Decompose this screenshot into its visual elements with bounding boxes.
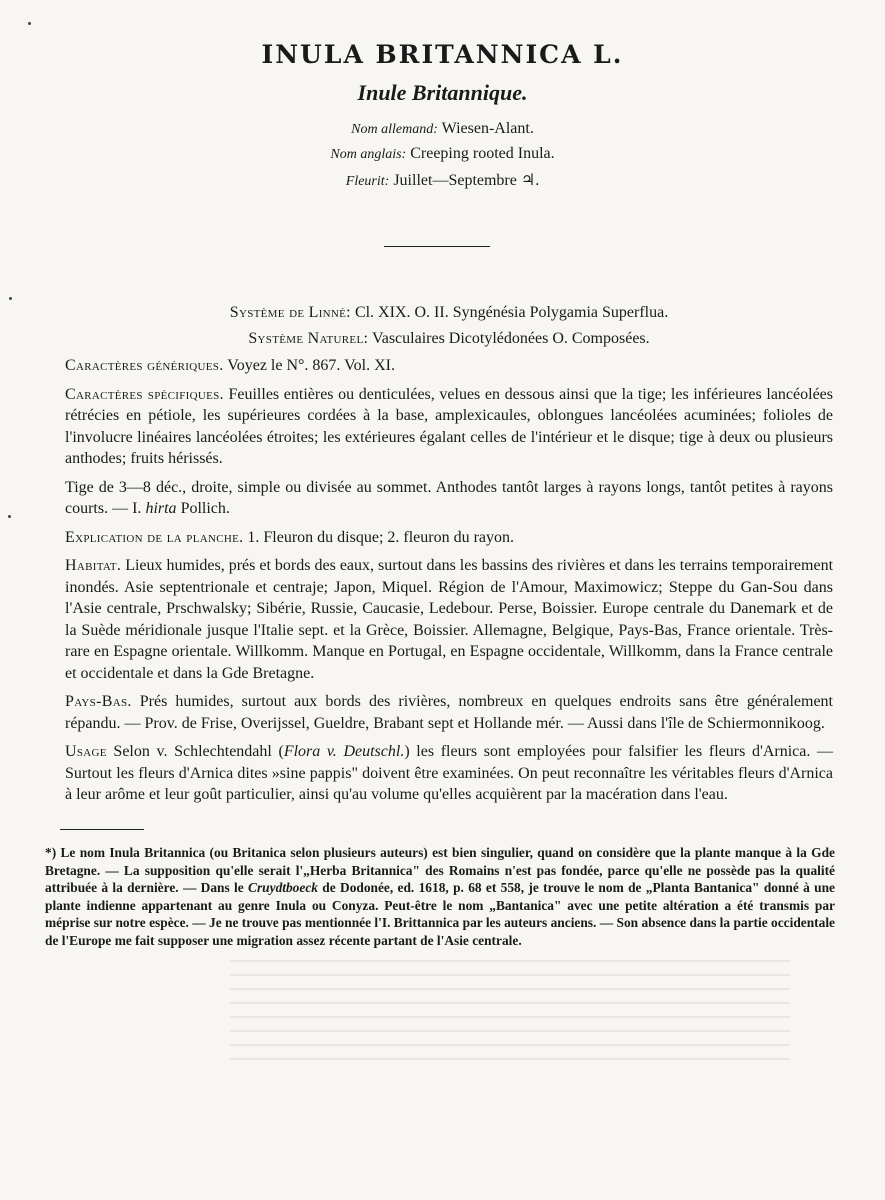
specific-characters-paragraph (65, 384, 833, 470)
stem-text: Tige de 3—8 déc., droite, simple ou divisée au sommet. Anthodes tantôt larges à rayons longs, tantôt petites à rayons courts. — I. (65, 478, 833, 517)
bleed-through-shading (230, 960, 790, 1070)
system-linne-line (65, 302, 833, 324)
footnote-text-after: de Dodonée, ed. 1618, p. 68 et 558, je trouve le nom de „Planta Bantanica" donné à une plante indienne appartenant au genre Inula ou Conyza. Peut-être le nom „Bantanica" avec une petite altération a été transmis par méprise sur notre espèce. — Je ne trouve pas mentionnée l'I. Brittannica par les auteurs anciens. — Son absence dans la partie occidentale de l'Europe me fait supposer une migration assez récente partant de l'Asie centrale. (45, 880, 835, 948)
german-name-value: Wiesen-Alant. (441, 120, 534, 137)
habitat-text: Lieux humides, prés et bords des eaux, surtout dans les bassins des rivières et dans les terrains temporairement inondés. Asie septentrionale et centraje; Japon, Miquel. Région de l'Amour, Maximowicz; Steppe du Gan-Sou dans l'Asie centrale, Prschwalsky; Sibérie, Russie, Caucasie, Ledebour. Perse, Boissier. Europe centrale du Danemark et de la Suède méridionale jusque l'Italie sept. et la Grèce, Boissier. Allemagne, Belgique, Pays-Bas, France orientale. Très-rare en Espagne orientale. Willkomm. Manque en Portugal, en Espagne occidentale, Willkomm, dans la France centrale et occidentale et dans la Gde Bretagne. (65, 557, 834, 682)
page-title: INULA BRITANNICA L. (261, 40, 624, 69)
netherlands-text: Prés humides, surtout aux bords des rivières, nombreux en quelques endroits sans être généralement répandu. — Prov. de Frise, Overijssel, Gueldre, Brabant sept et Hollande mér. — Aussi dans l'île de Schiermonnikoog. (65, 693, 834, 732)
german-name-label: Nom allemand: (351, 122, 438, 137)
footnote-text-before: *) Le nom Inula Britannica (ou Britanica selon plusieurs auteurs) est bien singulier, quand on considère que la plante manque à la Gde Bretagne. — La supposition qu'elle serait l'„Herba Britannica" des Romains n'est pas fondée, parce qu'elle ne possède pas la qualité attribuée à la dernière. — Dans le (45, 845, 835, 895)
paper-speck (8, 515, 11, 518)
system-naturel-value: Vasculaires Dicotylédonées O. Composées. (371, 330, 650, 347)
footnote-divider (60, 829, 144, 830)
flowering-line (0, 170, 885, 190)
usage-paragraph (65, 741, 833, 806)
flowering-label: Fleurit: (345, 174, 390, 189)
generic-characters-paragraph (65, 355, 833, 377)
flowering-value: Juillet—Septembre ♃. (393, 172, 540, 189)
usage-italic-reference: Flora v. Deutschl. (283, 743, 405, 760)
stem-italic-name: hirta (145, 500, 177, 517)
english-name-line (0, 145, 885, 163)
paper-speck (28, 22, 31, 25)
usage-text-before: Selon v. Schlechtendahl ( (113, 743, 284, 760)
generic-characters-text: Voyez le N°. 867. Vol. XI. (227, 357, 395, 374)
plate-explanation-text: 1. Fleuron du disque; 2. fleuron du rayon. (247, 528, 515, 546)
page-subtitle: Inule Britannique. (357, 80, 528, 105)
stem-paragraph (65, 477, 833, 520)
generic-characters-label: Caractères génériques. (65, 357, 224, 374)
description-body (65, 355, 833, 813)
plate-explanation-label: Explication de la planche. (65, 528, 244, 546)
system-naturel-line (65, 328, 833, 350)
english-name-label: Nom anglais: (330, 147, 407, 162)
habitat-label: Habitat. (65, 557, 122, 574)
footnote-italic-title: Cruydtboeck (248, 880, 318, 895)
specific-characters-label: Caractères spécifiques. (65, 385, 224, 403)
plate-explanation-paragraph (65, 527, 833, 549)
habitat-paragraph (65, 555, 833, 684)
german-name-line (0, 120, 885, 138)
system-linne-value: Cl. XIX. O. II. Syngénésia Polygamia Superflua. (354, 304, 669, 321)
usage-label: Usage (65, 743, 107, 760)
netherlands-label: Pays-Bas. (65, 693, 132, 710)
usage-text-after: ) les fleurs sont employées pour falsifier les fleurs d'Arnica. — Surtout les fleurs d'Arnica dites »sine pappis" doivent être examinées. On peut reconnaître les véritables fleurs d'Arnica à leur arôme et leur goût particulier, ainsi qu'au volume qu'elles acquièrent par la macération dans l'eau. (65, 743, 834, 803)
system-naturel-label: Système Naturel: (248, 330, 369, 347)
english-name-value: Creeping rooted Inula. (410, 145, 555, 162)
stem-author: Pollich. (180, 500, 230, 517)
header-divider (384, 246, 490, 247)
specific-characters-text: Feuilles entières ou denticulées, velues en dessous ainsi que la tige; les inférieures lancéolées rétrécies en pétiole, les supérieures cordées à la base, amplexicaules, oblongues lancéolées acuminées; folioles de l'involucre linéaires lancéolées étroites; les extérieures égalant celles de l'intérieur et le disque; tige à deux ou plusieurs anthodes; fruits hérissés. (65, 385, 833, 467)
netherlands-paragraph (65, 691, 833, 734)
system-linne-label: Système de Linné: (229, 304, 351, 321)
footnote (45, 844, 835, 949)
paper-speck (9, 297, 12, 300)
